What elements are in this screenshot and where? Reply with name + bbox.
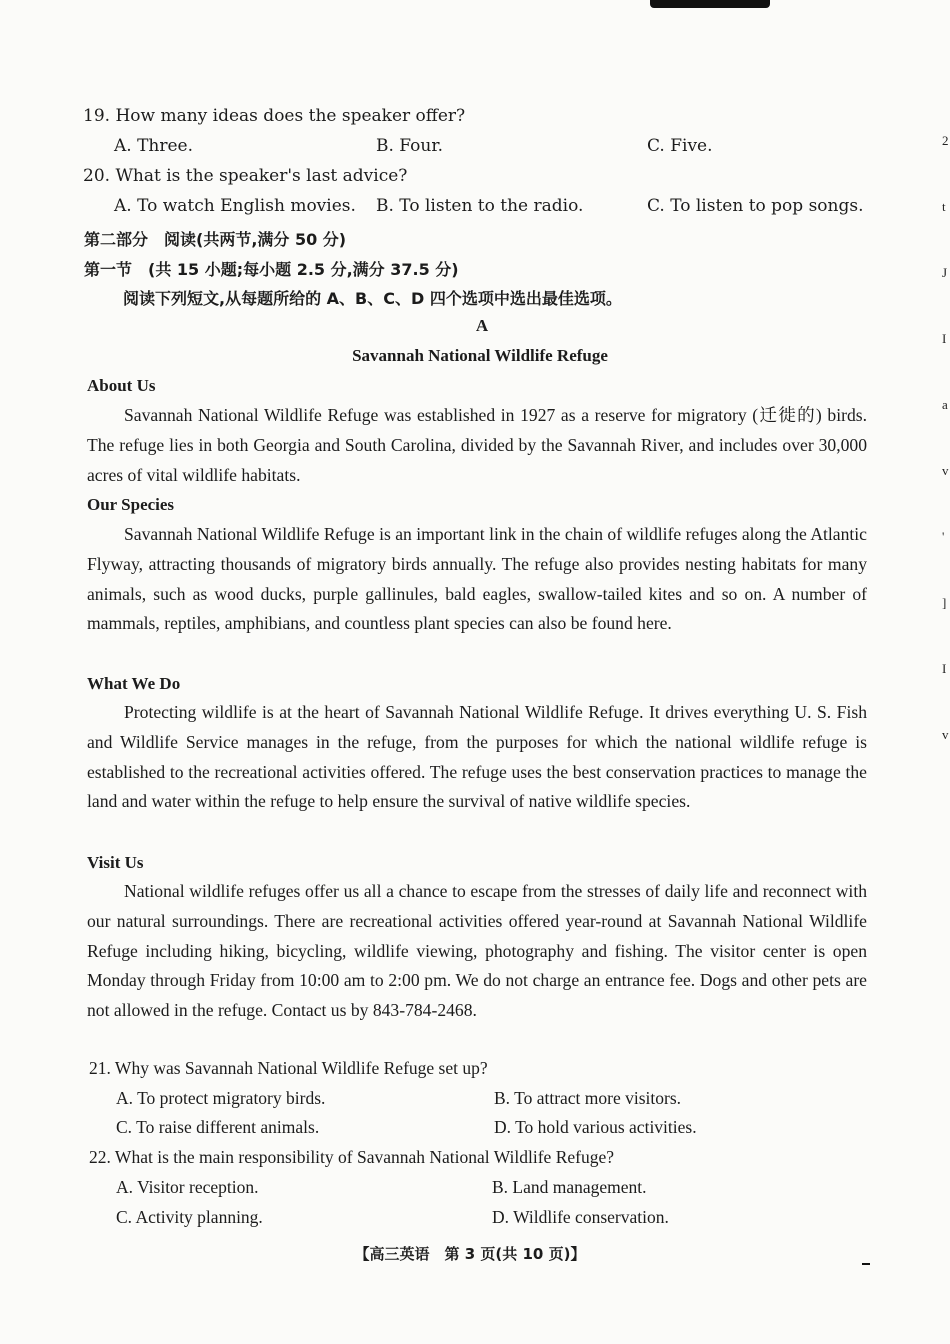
passage-label: A xyxy=(475,316,489,335)
question-22-option-a: A. Visitor reception. xyxy=(116,1177,259,1197)
page-edge-marks: 2 t J I a v ' ] I v xyxy=(942,133,949,742)
section-one-heading: 第一节 (共 15 小题;每小题 2.5 分,满分 37.5 分) xyxy=(84,260,459,279)
visit-us-heading: Visit Us xyxy=(87,853,144,872)
what-we-do-paragraph: Protecting wildlife is at the heart of Savannah National Wildlife Refuge. It drives everything U. S. Fish and Wildlife Service manages in the refuge, from the purposes for which the national wildlife refuge is established to the recreational activities offered. The refuge uses the best conservation practices to manage the land and water within the refuge to help ensure the survival of native wildlife species. xyxy=(87,702,867,812)
scan-artifact-bottom xyxy=(862,1263,870,1265)
our-species-paragraph: Savannah National Wildlife Refuge is an important link in the chain of wildlife refuges along the Atlantic Flyway, attracting thousands of migratory birds annually. The refuge also provides nesting habitats for many animals, such as wood ducks, purple gallinules, bald eagles, swallow-tailed kites and so on. A number of mammals, reptiles, amphibians, and countless plant species can also be found here. xyxy=(87,524,867,634)
question-19-stem: 19. How many ideas does the speaker offer? xyxy=(83,106,466,126)
question-22-option-c: C. Activity planning. xyxy=(116,1207,263,1227)
question-21-stem: 21. Why was Savannah National Wildlife Refuge set up? xyxy=(89,1058,488,1078)
question-21-option-b: B. To attract more visitors. xyxy=(494,1088,682,1108)
question-20-option-a: A. To watch English movies. xyxy=(114,196,356,216)
visit-us-paragraph: National wildlife refuges offer us all a chance to escape from the stresses of daily life and reconnect with our natural surroundings. There are recreational activities offered year-round at Savannah National Wildlife Refuge including hiking, bicycling, wildlife viewing, photography and fishing. The visitor center is open Monday through Friday from 10:00 am to 2:00 pm. We do not charge an entrance fee. Dogs and other pets are not allowed in the refuge. Contact us by 843-784-2468. xyxy=(87,881,867,1021)
question-21-option-a: A. To protect migratory birds. xyxy=(116,1088,326,1108)
question-21-option-c: C. To raise different animals. xyxy=(116,1117,320,1137)
question-19-option-a: A. Three. xyxy=(114,136,194,156)
question-21-option-d: D. To hold various activities. xyxy=(494,1117,697,1137)
what-we-do-heading: What We Do xyxy=(87,674,181,693)
question-22-stem: 22. What is the main responsibility of Savannah National Wildlife Refuge? xyxy=(89,1147,614,1167)
question-22-option-b: B. Land management. xyxy=(492,1177,647,1197)
question-20-option-c: C. To listen to pop songs. xyxy=(647,196,864,216)
passage-title: Savannah National Wildlife Refuge xyxy=(352,346,608,365)
about-us-paragraph: Savannah National Wildlife Refuge was established in 1927 as a reserve for migratory (迁徙的) birds. The refuge lies in both Georgia and South Carolina, divided by the Savannah River, and includes over 30,000 acres of vital wildlife habitats. xyxy=(87,405,867,485)
about-us-heading: About Us xyxy=(87,376,156,395)
scan-artifact-top xyxy=(650,0,770,8)
question-22-option-d: D. Wildlife conservation. xyxy=(492,1207,669,1227)
part-two-heading: 第二部分 阅读(共两节,满分 50 分) xyxy=(84,230,347,249)
our-species-heading: Our Species xyxy=(87,495,175,514)
question-20-option-b: B. To listen to the radio. xyxy=(376,196,584,216)
question-19-option-b: B. Four. xyxy=(376,136,444,156)
question-19-option-c: C. Five. xyxy=(647,136,713,156)
reading-instruction: 阅读下列短文,从每题所给的 A、B、C、D 四个选项中选出最佳选项。 xyxy=(123,289,622,308)
question-20-stem: 20. What is the speaker's last advice? xyxy=(83,166,408,186)
page-footer: 【高三英语 第 3 页(共 10 页)】 xyxy=(354,1245,586,1263)
